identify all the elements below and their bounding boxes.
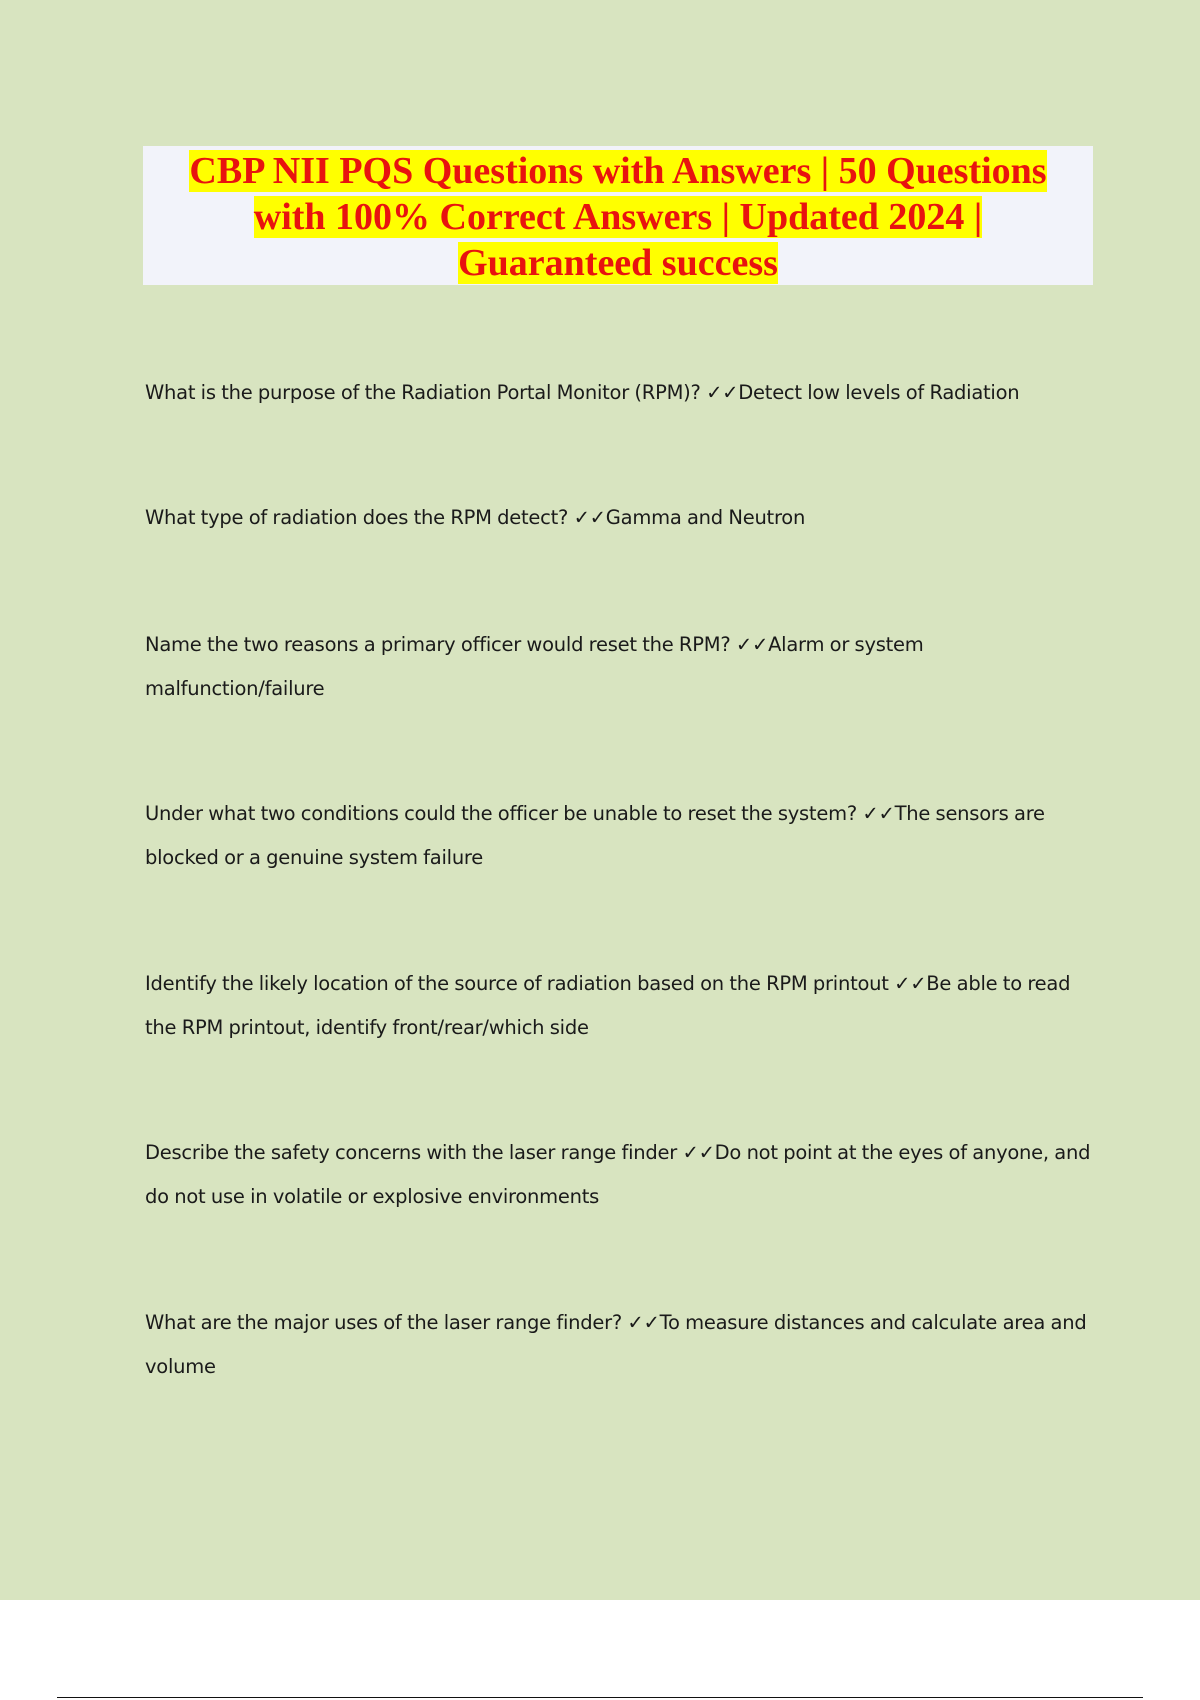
question-text: Under what two conditions could the officer be unable to reset the system? — [145, 802, 857, 825]
answer-text: The sensors are blocked or a genuine system failure — [145, 802, 1045, 869]
answer-text: Do not point at the eyes of anyone, and do not use in volatile or explosive environments — [145, 1141, 1091, 1208]
question-text: What type of radiation does the RPM detect? — [145, 506, 569, 529]
question-text: Describe the safety concerns with the laser range finder — [145, 1141, 678, 1164]
answer-text: Alarm or system malfunction/failure — [145, 633, 924, 700]
answer-text: Be able to read the RPM printout, identify front/rear/which side — [145, 972, 1071, 1039]
document-title — [143, 146, 1093, 286]
check-marks-icon: ✓✓ — [568, 506, 606, 529]
check-marks-icon: ✓✓ — [730, 633, 769, 656]
title-box — [143, 146, 1093, 285]
check-marks-icon: ✓✓ — [677, 1141, 715, 1164]
title-line-2: with 100% Correct Answers | Updated 2024 | — [253, 196, 983, 238]
check-marks-icon: ✓✓ — [888, 972, 927, 995]
question-text: Identify the likely location of the source of radiation based on the RPM printout — [145, 972, 889, 995]
qa-item — [145, 1301, 1100, 1389]
answer-text: Detect low levels of Radiation — [738, 381, 1020, 404]
title-line-1: CBP NII PQS Questions with Answers | 50 Questions — [189, 150, 1047, 192]
check-marks-icon: ✓✓ — [621, 1311, 660, 1334]
qa-item — [145, 1131, 1100, 1219]
title-line-3: Guaranteed success — [458, 242, 778, 284]
check-marks-icon: ✓✓ — [856, 802, 895, 825]
footer-divider — [57, 1697, 1143, 1698]
qa-item — [145, 371, 1100, 415]
question-text: What is the purpose of the Radiation Portal Monitor (RPM)? — [145, 381, 701, 404]
qa-item — [145, 962, 1100, 1050]
check-marks-icon: ✓✓ — [700, 381, 739, 404]
question-text: What are the major uses of the laser range finder? — [145, 1311, 622, 1334]
answer-text: Gamma and Neutron — [605, 506, 806, 529]
qa-item — [145, 496, 1100, 540]
answer-text: To measure distances and calculate area and volume — [145, 1311, 1087, 1378]
question-text: Name the two reasons a primary officer would reset the RPM? — [145, 633, 731, 656]
qa-item — [145, 792, 1100, 880]
qa-item — [145, 623, 1100, 711]
